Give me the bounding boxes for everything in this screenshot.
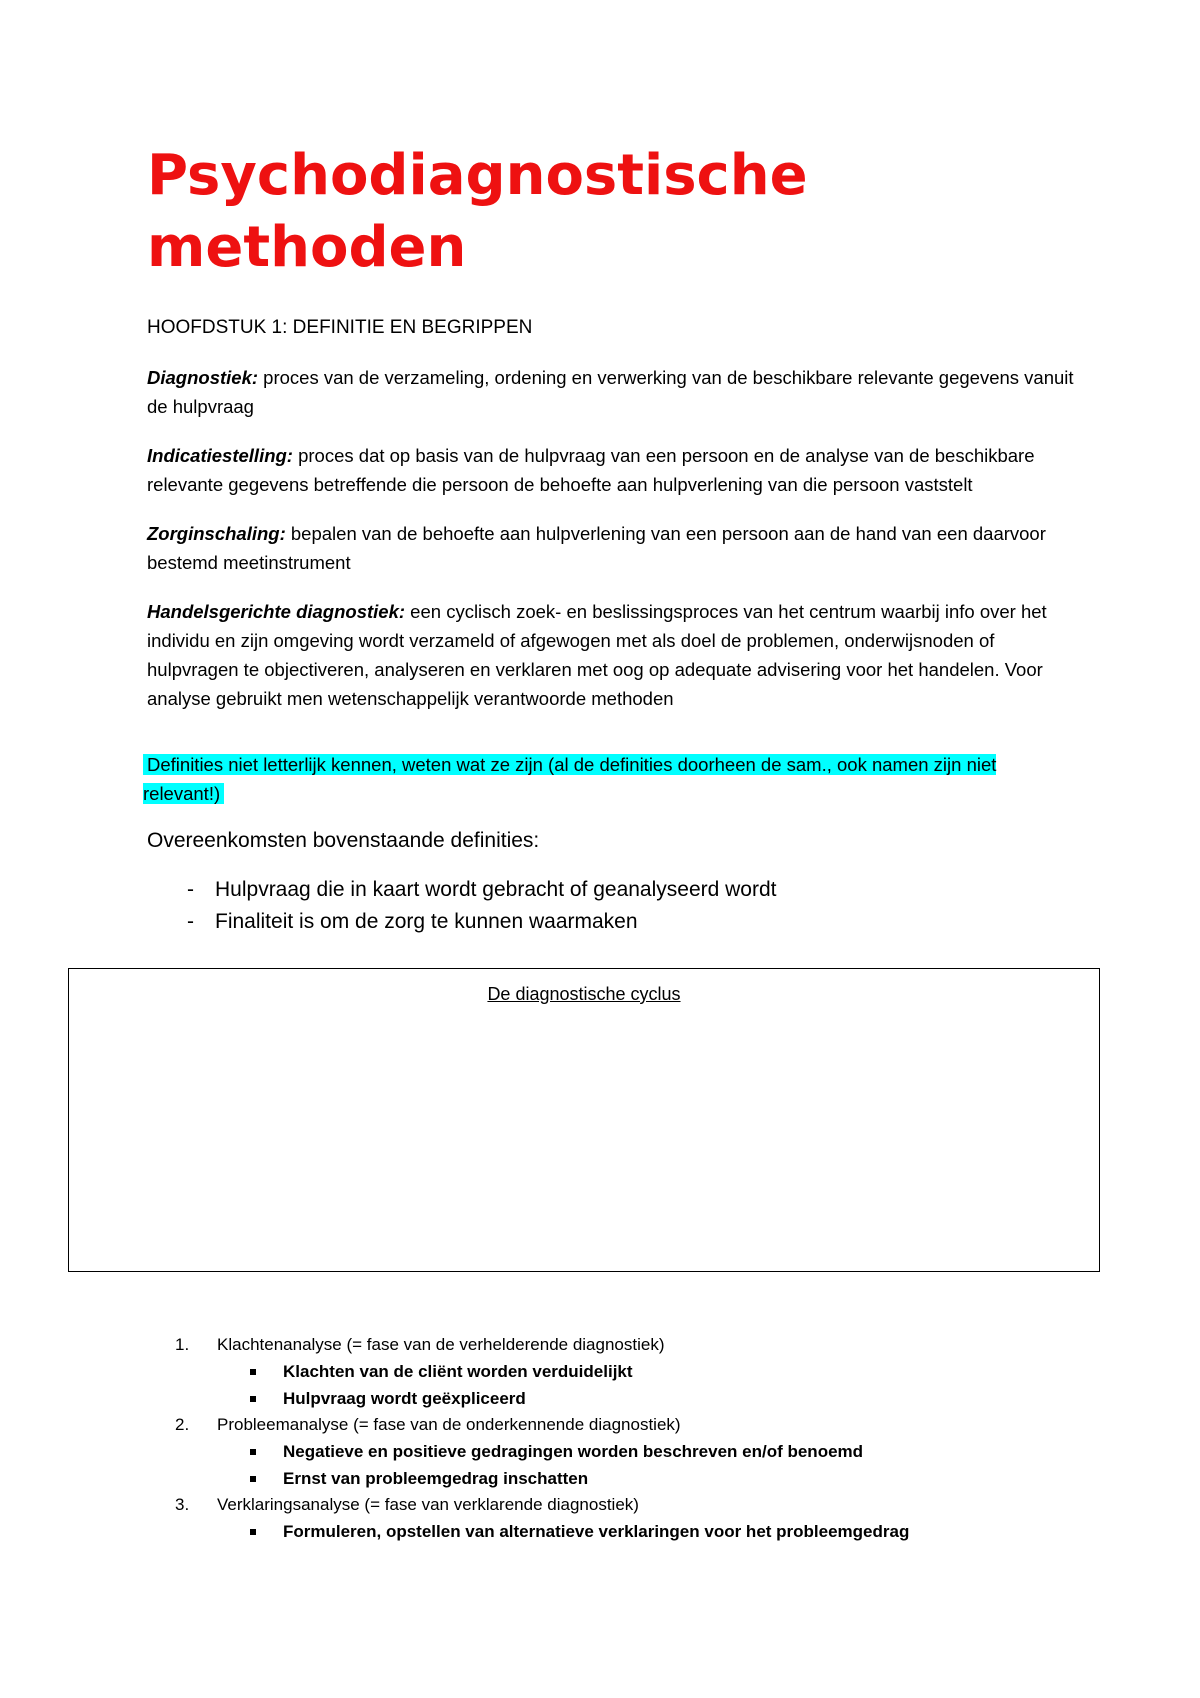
- chapter-heading: HOOFDSTUK 1: DEFINITIE EN BEGRIPPEN: [147, 317, 533, 338]
- list-item: - Finaliteit is om de zorg te kunnen waarmaken: [147, 906, 776, 938]
- definition-term: Diagnostiek:: [147, 367, 259, 388]
- list-item: Klachten van de cliënt worden verduidelijkt: [247, 1358, 1075, 1385]
- definition-paragraph: [147, 363, 1077, 421]
- phase-number: 3.: [175, 1495, 190, 1514]
- definition-term: Handelsgerichte diagnostiek:: [147, 601, 406, 622]
- definition-term: Indicatiestelling:: [147, 445, 293, 466]
- similarities-heading: Overeenkomsten bovenstaande definities:: [147, 829, 540, 852]
- phase-item: [175, 1492, 1075, 1545]
- phases-list: [175, 1332, 1075, 1545]
- highlighted-note: [143, 750, 1068, 808]
- list-item: - Hulpvraag die in kaart wordt gebracht of geanalyseerd wordt: [147, 874, 776, 906]
- phase-subitems: [175, 1358, 1075, 1412]
- phase-number: 2.: [175, 1415, 190, 1434]
- phase-item: [175, 1332, 1075, 1412]
- definition-text: bepalen van de behoefte aan hulpverlening van een persoon aan de hand van een daarvoor bestemd meetinstrument: [147, 523, 1046, 573]
- definition-paragraph: [147, 519, 1077, 577]
- phase-label: Klachtenanalyse (= fase van de verhelderende diagnostiek): [217, 1335, 665, 1354]
- list-item: Negatieve en positieve gedragingen worden beschreven en/of benoemd: [247, 1438, 1075, 1465]
- phase-subitems: [175, 1518, 1075, 1545]
- definition-text: proces van de verzameling, ordening en verwerking van de beschikbare relevante gegevens vanuit de hulpvraag: [147, 367, 1074, 417]
- phase-subitems: [175, 1438, 1075, 1492]
- phase-number: 1.: [175, 1335, 190, 1354]
- diagnostic-cycle-box: [68, 968, 1100, 1272]
- list-item: Ernst van probleemgedrag inschatten: [247, 1465, 1075, 1492]
- page-title: Psychodiagnostische methoden: [147, 143, 808, 280]
- definition-text: een cyclisch zoek- en beslissingsproces van het centrum waarbij info over het individu en zijn omgeving wordt verzameld of afgewogen met als doel de problemen, onderwijsnoden of hulpvragen te objectiveren, analyseren en verklaren met oog op adequate advisering voor het handelen. Voor analyse gebruikt men wetenschappelijk verantwoorde methoden: [147, 601, 1047, 709]
- phase-label: Probleemanalyse (= fase van de onderkennende diagnostiek): [217, 1415, 681, 1434]
- definition-term: Zorginschaling:: [147, 523, 286, 544]
- diagnostic-cycle-title: De diagnostische cyclus: [487, 984, 681, 1004]
- definitions-section: [147, 363, 1077, 733]
- definition-paragraph: [147, 441, 1077, 499]
- definition-text: proces dat op basis van de hulpvraag van een persoon en de analyse van de beschikbare relevante gegevens betreffende die persoon de behoefte aan hulpverlening van die persoon vaststelt: [147, 445, 1035, 495]
- definition-paragraph: [147, 597, 1077, 713]
- list-item: Hulpvraag wordt geëxpliceerd: [247, 1385, 1075, 1412]
- list-item: Formuleren, opstellen van alternatieve verklaringen voor het probleemgedrag: [247, 1518, 1075, 1545]
- similarities-list: [147, 874, 776, 938]
- phase-item: [175, 1412, 1075, 1492]
- phase-label: Verklaringsanalyse (= fase van verklarende diagnostiek): [217, 1495, 639, 1514]
- highlighted-note-text: Definities niet letterlijk kennen, weten wat ze zijn (al de definities doorheen de sam., ook namen zijn niet relevant!): [143, 754, 997, 804]
